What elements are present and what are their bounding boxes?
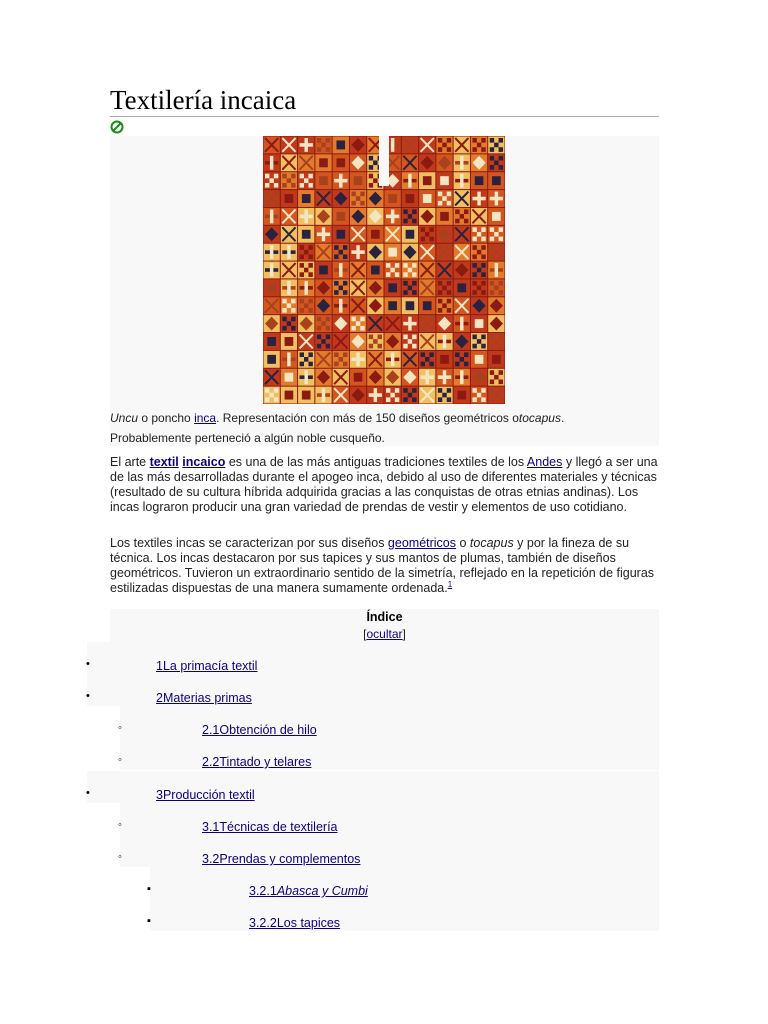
toc-item-label: La primacía textil [162, 659, 258, 673]
toc-bullet-icon: • [86, 787, 90, 799]
toc-row-background [120, 738, 659, 770]
toc-row-background [150, 867, 659, 899]
toc-row-background [120, 803, 659, 835]
paragraph-text: o [456, 536, 470, 550]
toc-item-number: 2.1 [202, 723, 220, 737]
toc-item-1[interactable] [156, 656, 257, 676]
toc-item-label: Materias primas [162, 691, 252, 705]
toc-item-label: Los tapices [276, 916, 341, 930]
figure-caption [110, 408, 659, 448]
incaico-link[interactable]: incaico [182, 455, 226, 469]
caption-text: o poncho [138, 411, 195, 425]
toc-item-2-2[interactable] [202, 752, 311, 772]
toc-bullet-icon: ◦ [118, 754, 122, 766]
featured-article-icon[interactable] [110, 120, 124, 134]
uncu-tapestry-image [263, 136, 505, 404]
toc-item-2-1[interactable] [202, 720, 317, 740]
geometricos-link[interactable]: geométricos [387, 536, 457, 550]
toc-item-number: 3 [156, 788, 163, 802]
infobox-figure [110, 136, 659, 446]
textil-link[interactable]: textil [149, 455, 179, 469]
toc-bullet-icon: • [86, 690, 90, 702]
toc-item-number: 2 [156, 691, 163, 705]
toc-bullet-icon: ◦ [118, 851, 122, 863]
intro-paragraph-1 [110, 455, 659, 515]
toc-item-label: Prendas y complementos [219, 852, 361, 866]
toc-row-background [120, 706, 659, 738]
caption-line-2: Probablemente perteneció a algún noble cusqueño. [110, 431, 385, 445]
toc-item-label: Obtención de hilo [219, 723, 317, 737]
toc-toggle-bracket: [ [363, 627, 367, 641]
toc-toggle-bracket: ] [402, 627, 406, 641]
title-divider [110, 116, 659, 117]
paragraph-text: y llegó a ser una de las más desarrolladas durante el apogeo inca, debido al uso de diferentes materiales y técnicas (resultado de su cultura híbrida adquirida gracias a las conquistas de otras etnias andinas). Los incas lograron producir una gran variedad de prendas de vestir y elementos de uso cotidiano. [110, 455, 658, 514]
toc-item-number: 3.1 [202, 820, 220, 834]
toc-item-label: Tintado y telares [219, 755, 312, 769]
toc-bullet-icon: • [86, 658, 90, 670]
paragraph-text: Los textiles incas se caracterizan por sus diseños [110, 536, 388, 550]
toc-item-label: Producción textil [162, 788, 255, 802]
caption-text: . [560, 411, 565, 425]
toc-hide-link[interactable]: ocultar [366, 627, 403, 641]
andes-link[interactable]: Andes [526, 455, 563, 469]
toc-item-3-2-2[interactable] [249, 913, 340, 933]
toc-item-3-2[interactable] [202, 849, 360, 869]
toc-item-label: Técnicas de textilería [219, 820, 338, 834]
caption-text: . Representación con más de 150 diseños geométricos o [216, 411, 519, 425]
toc-item-3-2-1[interactable] [249, 881, 368, 901]
toc-item-number: 3.2.2 [249, 916, 277, 930]
toc-bullet-icon: ◦ [118, 722, 122, 734]
tocapus-term: tocapus [469, 536, 514, 550]
toc-title: Índice [366, 610, 403, 624]
toc-bullet-icon: ▪ [147, 883, 151, 895]
toc-row-background [150, 899, 659, 931]
toc-item-2[interactable] [156, 688, 252, 708]
toc-item-number: 3.2 [202, 852, 220, 866]
toc-item-number: 2.2 [202, 755, 220, 769]
caption-term: Uncu [110, 411, 139, 425]
reference-link[interactable]: 1 [447, 579, 453, 589]
toc-bullet-icon: ◦ [118, 819, 122, 831]
page-title: Textilería incaica [110, 85, 297, 115]
toc-row-background [120, 835, 659, 867]
paragraph-text: El arte [110, 455, 150, 469]
toc-item-number: 1 [156, 659, 163, 673]
paragraph-text: es una de las más antiguas tradiciones textiles de los [225, 455, 527, 469]
inca-link[interactable]: inca [194, 411, 217, 425]
intro-paragraph-2 [110, 536, 659, 596]
toc-item-number: 3.2.1 [249, 884, 277, 898]
paragraph-text: y por la fineza de su técnica. Los incas destacaron por sus tapices y sus mantos de plumas, también de diseños geométricos. Tuvieron un extraordinario sentido de la simetría, reflejado en la repetición de figuras estilizadas dispuestas de una manera sumamente ordenada. [110, 536, 655, 595]
toc-item-3[interactable] [156, 785, 255, 805]
toc-toggle [110, 626, 659, 642]
toc-item-3-1[interactable] [202, 817, 338, 837]
toc-item-label: Abasca y Cumbi [276, 884, 368, 898]
toc-header [110, 609, 659, 643]
toc-bullet-icon: ▪ [147, 915, 151, 927]
caption-term: tocapus [518, 411, 561, 425]
